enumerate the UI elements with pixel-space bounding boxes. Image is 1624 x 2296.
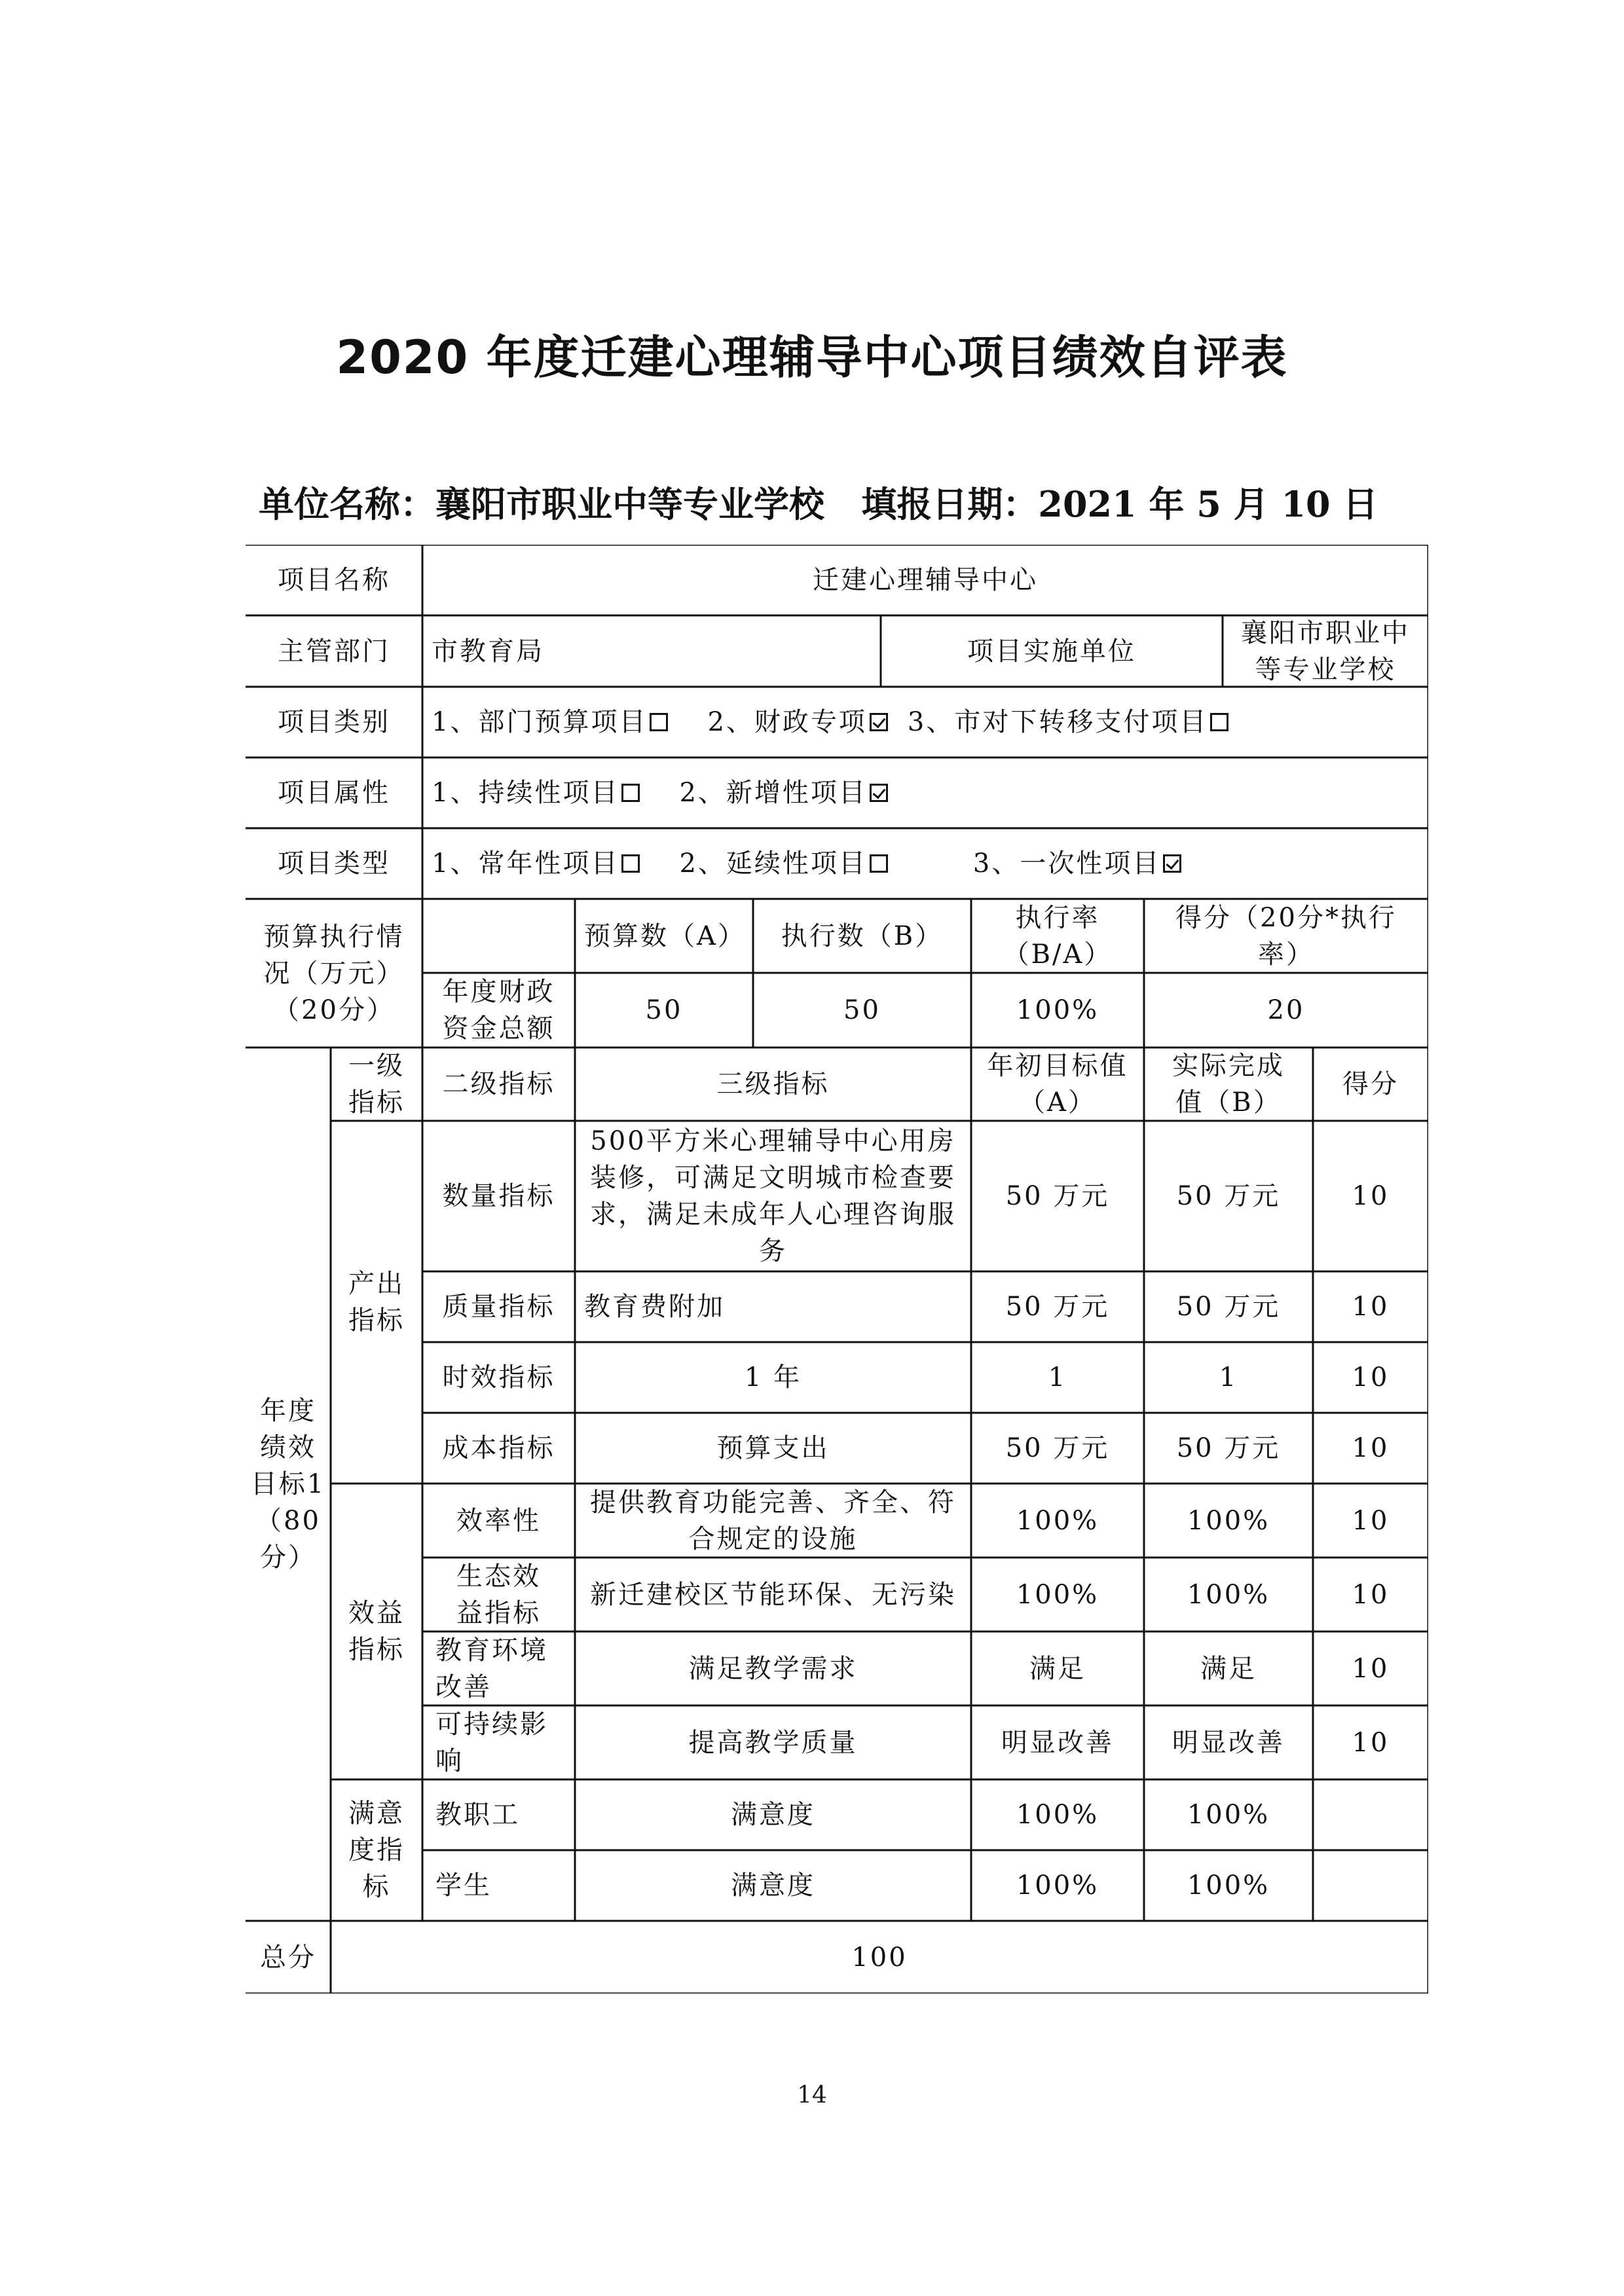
budget-a-value: 50 (645, 995, 683, 1025)
impl-unit-value: 襄阳市职业中等专业学校 (1241, 617, 1410, 685)
indicator-l2: 时效指标 (442, 1362, 555, 1393)
indicator-score: 10 (1352, 1362, 1390, 1393)
dept-value: 市教育局 (432, 636, 544, 666)
indicator-actual: 100% (1187, 1579, 1270, 1610)
category-option: 1、部门预算项目 (432, 707, 648, 737)
indicator-score: 10 (1352, 1505, 1390, 1536)
indicator-target: 100% (1016, 1579, 1099, 1610)
indicator-l2: 教职工 (435, 1800, 520, 1830)
budget-row-label: 年度财政资金总额 (442, 977, 555, 1044)
indicator-score: 10 (1352, 1181, 1390, 1211)
indicator-score (1313, 1850, 1428, 1921)
category-option: 2、财政专项 (707, 707, 867, 737)
checked-box-icon (870, 713, 888, 731)
budget-head-rate: 执行率（B/A） (1003, 902, 1113, 970)
indicator-l2: 教育环境改善 (435, 1635, 548, 1702)
indicator-target: 50 万元 (1005, 1292, 1110, 1322)
page-number: 14 (797, 2082, 827, 2109)
unchecked-box-icon (1210, 713, 1228, 731)
unchecked-box-icon (621, 784, 640, 802)
indicator-l2: 生态效益指标 (456, 1561, 541, 1628)
indicator-l3: 预算支出 (716, 1433, 830, 1463)
goals-head-l3: 三级指标 (716, 1069, 830, 1099)
budget-head-a: 预算数（A） (584, 920, 746, 951)
goals-section-label: 年度绩效目标1（80分） (250, 1396, 326, 1573)
indicator-l2: 成本指标 (442, 1433, 555, 1463)
goals-head-target: 年初目标值（A） (987, 1051, 1128, 1118)
indicator-l3: 满足教学需求 (688, 1653, 858, 1684)
type-option: 3、一次性项目 (972, 848, 1161, 879)
indicator-target: 1 (1048, 1362, 1067, 1393)
goals-head-l2: 二级指标 (442, 1069, 555, 1099)
indicator-target: 100% (1016, 1870, 1099, 1901)
category-option: 3、市对下转移支付项目 (907, 707, 1208, 737)
category-label: 项目类别 (278, 707, 390, 737)
indicator-l2: 学生 (435, 1870, 492, 1901)
group-output-label: 产出指标 (348, 1269, 405, 1336)
unchecked-box-icon (870, 854, 888, 873)
indicator-score: 10 (1352, 1579, 1390, 1610)
indicator-l2: 可持续影响 (435, 1709, 548, 1776)
indicator-l3: 满意度 (731, 1870, 815, 1901)
indicator-actual: 满足 (1200, 1653, 1257, 1684)
budget-score-value: 20 (1267, 995, 1305, 1025)
impl-unit-label: 项目实施单位 (967, 636, 1136, 666)
type-label: 项目类型 (278, 848, 390, 879)
group-satisfaction-label: 满意度指标 (348, 1798, 405, 1902)
unit-and-date-line: 单位名称：襄阳市职业中等专业学校 填报日期：2021 年 5 月 10 日 (259, 483, 1378, 525)
indicator-actual: 100% (1187, 1505, 1270, 1536)
checked-box-icon (1163, 854, 1181, 873)
goals-head-l1: 一级指标 (348, 1051, 405, 1118)
total-value: 100 (851, 1942, 908, 1973)
indicator-target: 50 万元 (1005, 1433, 1110, 1463)
indicator-score: 10 (1352, 1653, 1390, 1684)
indicator-l2: 数量指标 (442, 1181, 555, 1211)
project-name-value: 迁建心理辅导中心 (813, 565, 1038, 595)
indicator-target: 100% (1016, 1505, 1099, 1536)
indicator-l3: 提供教育功能完善、齐全、符合规定的设施 (590, 1487, 956, 1554)
attribute-label: 项目属性 (278, 778, 390, 808)
budget-head-b: 执行数（B） (781, 920, 944, 951)
indicator-l3: 教育费附加 (584, 1292, 725, 1322)
attribute-option: 1、持续性项目 (432, 778, 619, 808)
type-option: 2、延续性项目 (679, 848, 867, 879)
indicator-target: 100% (1016, 1800, 1099, 1830)
indicator-l2: 效率性 (456, 1505, 541, 1536)
unchecked-box-icon (650, 713, 668, 731)
indicator-actual: 50 万元 (1176, 1292, 1281, 1322)
indicator-target: 满足 (1029, 1653, 1086, 1684)
indicator-score: 10 (1352, 1727, 1390, 1758)
budget-b-value: 50 (843, 995, 881, 1025)
indicator-target: 50 万元 (1005, 1181, 1110, 1211)
attribute-option: 2、新增性项目 (679, 778, 867, 808)
page-title: 2020 年度迁建心理辅导中心项目绩效自评表 (336, 331, 1288, 384)
indicator-actual: 明显改善 (1172, 1727, 1285, 1758)
budget-head-score: 得分（20分*执行率） (1175, 902, 1397, 970)
indicator-actual: 100% (1187, 1870, 1270, 1901)
indicator-score: 10 (1352, 1433, 1390, 1463)
indicator-actual: 100% (1187, 1800, 1270, 1830)
unchecked-box-icon (621, 854, 640, 873)
evaluation-table (246, 545, 1428, 1994)
group-benefit-label: 效益指标 (348, 1598, 405, 1665)
total-label: 总分 (260, 1942, 316, 1973)
goals-head-score: 得分 (1342, 1069, 1399, 1099)
project-name-label: 项目名称 (278, 565, 390, 595)
indicator-actual: 1 (1219, 1362, 1238, 1393)
attribute-options (422, 757, 1428, 828)
category-options (422, 687, 1428, 757)
indicator-l3: 满意度 (731, 1800, 815, 1830)
indicator-target: 明显改善 (1001, 1727, 1114, 1758)
indicator-score (1313, 1779, 1428, 1850)
dept-label: 主管部门 (278, 636, 390, 666)
indicator-l2: 质量指标 (442, 1292, 555, 1322)
type-option: 1、常年性项目 (432, 848, 619, 879)
indicator-actual: 50 万元 (1176, 1433, 1281, 1463)
indicator-l3: 新迁建校区节能环保、无污染 (590, 1579, 956, 1610)
indicator-l3: 500平方米心理辅导中心用房装修，可满足文明城市检查要求，满足未成年人心理咨询服务 (590, 1126, 956, 1266)
indicator-actual: 50 万元 (1176, 1181, 1281, 1211)
budget-rate-value: 100% (1016, 995, 1099, 1025)
goals-head-actual: 实际完成值（B） (1172, 1051, 1285, 1118)
checked-box-icon (870, 784, 888, 802)
indicator-l3: 提高教学质量 (688, 1727, 858, 1758)
indicator-score: 10 (1352, 1292, 1390, 1322)
type-options (422, 828, 1428, 899)
indicator-l3: 1 年 (744, 1362, 802, 1393)
budget-section-label: 预算执行情况（万元）（20分） (263, 921, 405, 1025)
